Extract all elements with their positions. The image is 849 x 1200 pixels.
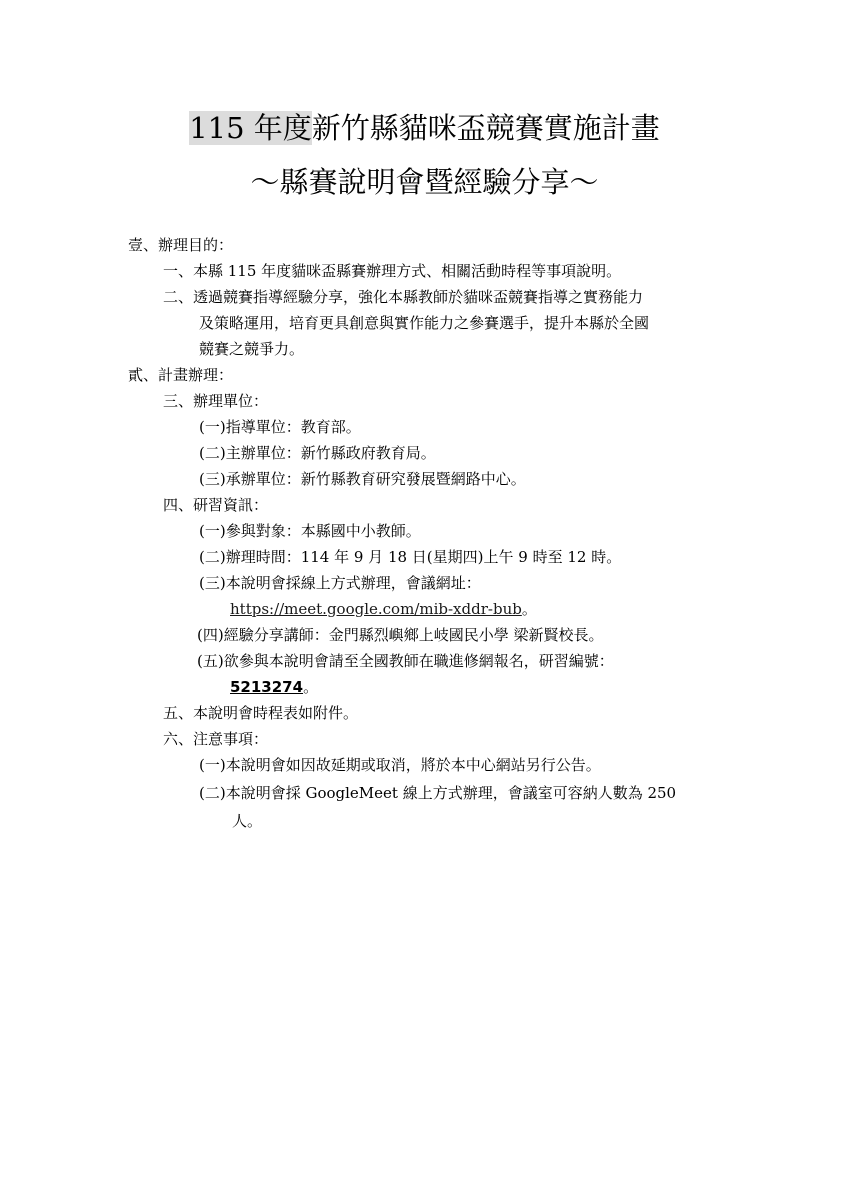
title-text: 新竹縣貓咪盃競賽實施計畫 [311, 111, 660, 145]
schedule-note: 五、本說明會時程表如附件。 [163, 704, 359, 722]
info-participants: (一)參與對象：本縣國中小教師。 [199, 522, 421, 540]
info-register: (五)欲參與本說明會請至全國教師在職進修網報名，研習編號： [197, 652, 614, 670]
course-id-suffix: 。 [303, 678, 319, 696]
info-speaker: (四)經驗分享講師：金門縣烈嶼鄉上岐國民小學 梁新賢校長。 [197, 626, 604, 644]
title-year-highlight: 115 年度 [189, 111, 312, 145]
document-subtitle: ～縣賽說明會暨經驗分享～ [250, 165, 599, 199]
meeting-url-suffix: 。 [521, 600, 537, 618]
info-online: (三)本說明會採線上方式辦理，會議網址： [199, 574, 481, 592]
purpose-item-2-cont-1: 及策略運用，培育更具創意與實作能力之參賽選手，提升本縣於全國 [199, 314, 650, 332]
organizer-executor: (三)承辦單位：新竹縣教育研究發展暨網路中心。 [199, 470, 526, 488]
purpose-item-2-cont-2: 競賽之競爭力。 [199, 340, 305, 358]
course-id-line [230, 677, 318, 697]
course-id: 5213274 [230, 678, 304, 696]
purpose-item-1: 一、本縣 115 年度貓咪盃縣賽辦理方式、相關活動時程等事項說明。 [163, 262, 622, 280]
note-item-2: (二)本說明會採 GoogleMeet 線上方式辦理，會議室可容納人數為 250 [199, 784, 677, 802]
notes-heading: 六、注意事項： [163, 730, 269, 748]
document-title [0, 108, 849, 148]
section-heading-purpose: 壹、辦理目的： [128, 236, 234, 254]
section-heading-plan: 貳、計畫辦理： [128, 366, 234, 384]
info-time: (二)辦理時間：114 年 9 月 18 日(星期四)上午 9 時至 12 時。 [199, 548, 622, 566]
meeting-url-line [230, 599, 537, 619]
organizer-host: (二)主辦單位：新竹縣政府教育局。 [199, 444, 436, 462]
purpose-item-2: 二、透過競賽指導經驗分享，強化本縣教師於貓咪盃競賽指導之實務能力 [163, 288, 644, 306]
meeting-url-link[interactable]: https://meet.google.com/mib-xddr-bub [230, 600, 522, 618]
organizers-heading: 三、辦理單位： [163, 392, 269, 410]
note-item-2-cont: 人。 [232, 812, 263, 830]
organizer-guide: (一)指導單位：教育部。 [199, 418, 361, 436]
info-heading: 四、研習資訊： [163, 496, 269, 514]
note-item-1: (一)本說明會如因故延期或取消，將於本中心網站另行公告。 [199, 756, 601, 774]
